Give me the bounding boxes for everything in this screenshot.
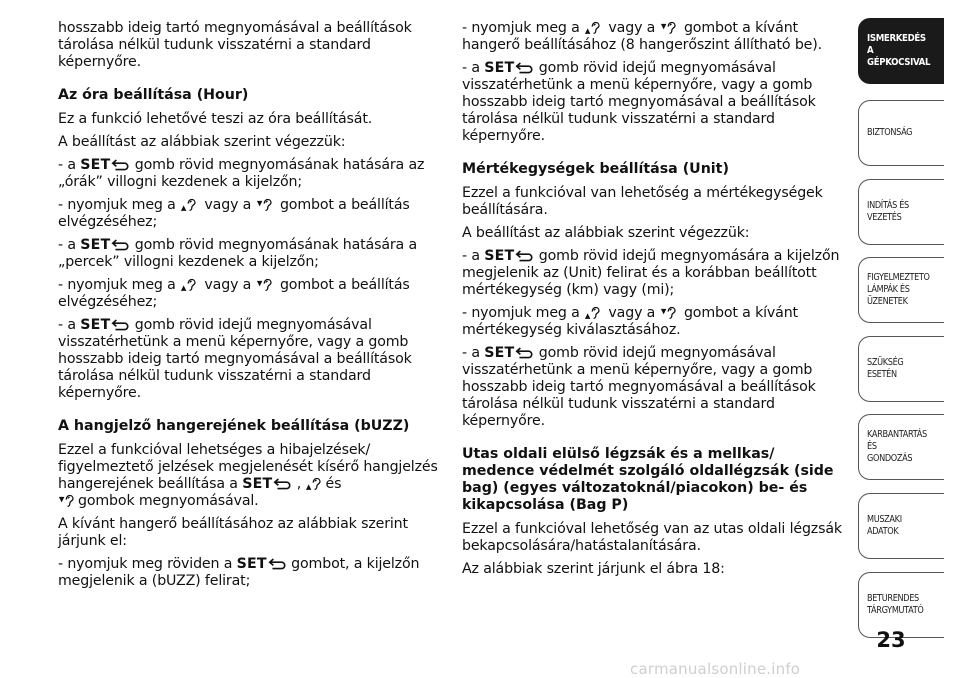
page-number: 23 [876, 628, 906, 652]
step-item: - nyomjuk meg a vagy a gombot a kívánt hangerő beállításához (8 hangerőszint állítható be). [462, 20, 823, 53]
tab-label: FIGYELMEZTETŐ LÁMPÁK ÉS ÜZENETEK [867, 272, 930, 307]
set-button-label: SET [484, 345, 515, 361]
tab-label: BETŰRENDES TÁRGYMUTATÓ [867, 593, 924, 616]
tab-inditas[interactable] [858, 179, 944, 245]
tab-label: SZÜKSÉG ESETÉN [867, 357, 904, 380]
set-return-icon [272, 478, 292, 491]
paragraph: A beállítást az alábbiak szerint végezzük: [462, 225, 750, 241]
set-button-label: SET [242, 476, 273, 492]
volume-down-icon [58, 493, 78, 508]
watermark: carmanualsonline.info [630, 660, 801, 678]
left-column [58, 20, 442, 596]
volume-down-icon [660, 305, 680, 320]
volume-up-icon [584, 20, 604, 35]
set-button-label: SET [80, 157, 111, 173]
set-return-icon [267, 558, 287, 571]
volume-up-icon [305, 476, 325, 491]
paragraph: A beállítást az alábbiak szerint végezzük: [58, 134, 346, 150]
section-heading-bag: Utas oldali elülső légzsák és a mellkas/ medence védelmét szolgáló oldallégzsák (side bag) (egyes változatoknál/piacokon) be- és kikapcsolása (Bag P) [462, 446, 834, 513]
volume-down-icon [660, 20, 680, 35]
tab-biztonsag[interactable] [858, 100, 944, 166]
set-return-icon [110, 319, 130, 332]
section-heading-unit: Mértékegységek beállítása (Unit) [462, 161, 729, 177]
tab-label: KARBANTARTÁS ÉS GONDOZÁS [867, 429, 927, 464]
set-button-label: SET [484, 60, 515, 76]
step-item: - a SET gomb rövid idejű megnyomására a kijelzőn megjelenik az (Unit) felirat és a korábban beállított mértékegység (km) vagy (mi); [462, 248, 840, 298]
tab-szukseg[interactable] [858, 336, 944, 402]
tab-karbantartas[interactable] [858, 414, 944, 480]
paragraph: Ezzel a funkcióval lehetséges a hibajelzések/ figyelmeztető jelzések megjelenését kísérő hangjelzés hangerejének beállítása a SET , és gombok megnyomásával. [58, 442, 438, 509]
set-button-label: SET [80, 317, 111, 333]
paragraph: hosszabb ideig tartó megnyomásával a beállítások tárolása nélkül tudunk visszatérni a standard képernyőre. [58, 20, 412, 70]
step-item: - nyomjuk meg a vagy a gombot a beállítás elvégzéséhez; [58, 197, 410, 230]
set-button-label: SET [80, 237, 111, 253]
step-item: - a SET gomb rövid idejű megnyomásával visszatérhetünk a menü képernyőre, vagy a gomb hosszabb ideig tartó megnyomásával a beállítások tárolása nélkül tudunk visszatérni a standard képernyőre. [462, 345, 816, 429]
step-item: - nyomjuk meg a vagy a gombot a beállítás elvégzéséhez; [58, 277, 410, 310]
paragraph: Ezzel a funkcióval van lehetőség a mértékegységek beállítására. [462, 185, 823, 218]
tab-label: MŰSZAKI ADATOK [867, 514, 902, 537]
step-item: - nyomjuk meg a vagy a gombot a kívánt mértékegység kiválasztásához. [462, 305, 798, 338]
tab-label: BIZTONSÁG [867, 127, 913, 138]
step-item: - a SET gomb rövid megnyomásának hatására az „órák” villogni kezdenek a kijelzőn; [58, 157, 425, 190]
volume-up-icon [180, 277, 200, 292]
section-heading-hour: Az óra beállítása (Hour) [58, 87, 249, 103]
tab-label: ISMERKEDÉS A GÉPKOCSIVAL [867, 33, 931, 68]
paragraph: Ez a funkció lehetővé teszi az óra beállítását. [58, 111, 373, 127]
tab-ismerkedes[interactable] [858, 18, 944, 84]
step-item: - nyomjuk meg röviden a SET gombot, a kijelzőn megjelenik a (bUZZ) felirat; [58, 556, 420, 589]
set-button-label: SET [484, 248, 515, 264]
volume-down-icon [256, 197, 276, 212]
step-item: - a SET gomb rövid idejű megnyomásával visszatérhetünk a menü képernyőre, vagy a gomb hosszabb ideig tartó megnyomásával a beállítások tárolása nélkül tudunk visszatérni a standard képernyőre. [58, 317, 412, 401]
tab-figyelmezteto[interactable] [858, 257, 944, 323]
set-button-label: SET [236, 556, 267, 572]
paragraph: Ezzel a funkcióval lehetőség van az utas oldali légzsák bekapcsolására/hatástalanítására. [462, 521, 842, 554]
set-return-icon [514, 347, 534, 360]
set-return-icon [514, 250, 534, 263]
chapter-tabs [858, 0, 960, 678]
paragraph: A kívánt hangerő beállításához az alábbiak szerint járjunk el: [58, 516, 408, 549]
set-return-icon [110, 239, 130, 252]
volume-down-icon [256, 277, 276, 292]
paragraph: Az alábbiak szerint járjunk el ábra 18: [462, 561, 725, 577]
volume-up-icon [584, 305, 604, 320]
volume-up-icon [180, 197, 200, 212]
tab-label: INDÍTÁS ÉS VEZETÉS [867, 200, 909, 223]
tab-muszaki[interactable] [858, 493, 944, 559]
set-return-icon [514, 62, 534, 75]
section-heading-buzz: A hangjelző hangerejének beállítása (bUZZ) [58, 418, 410, 434]
right-column [462, 20, 846, 584]
set-return-icon [110, 159, 130, 172]
step-item: - a SET gomb rövid idejű megnyomásával visszatérhetünk a menü képernyőre, vagy a gomb hosszabb ideig tartó megnyomásával a beállítások tárolása nélkül tudunk visszatérni a standard képernyőre. [462, 60, 816, 144]
step-item: - a SET gomb rövid megnyomásának hatására a „percek” villogni kezdenek a kijelzőn; [58, 237, 418, 270]
